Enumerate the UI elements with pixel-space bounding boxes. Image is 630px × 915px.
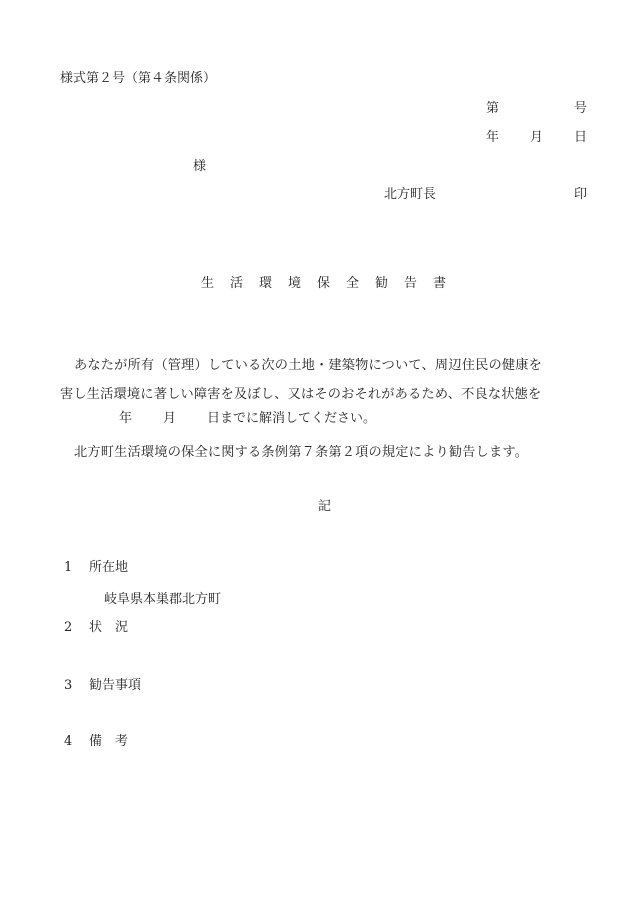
- date-year-label: 年: [486, 130, 500, 145]
- item-label-status: 状 況: [89, 620, 129, 635]
- item-value-location: 岐阜県本巣郡北方町: [104, 592, 222, 607]
- item-number: 2: [64, 620, 73, 635]
- addressee-suffix: 様: [193, 159, 207, 174]
- item-number: 1: [64, 560, 73, 575]
- title-char: 環: [259, 276, 273, 291]
- item-label-recommendation: 勧告事項: [89, 678, 142, 693]
- sender-name: 北方町長: [384, 187, 437, 202]
- title-char: 書: [433, 276, 447, 291]
- title-char: 活: [230, 276, 244, 291]
- ki-heading: 記: [318, 499, 332, 514]
- deadline-month-label: 月: [163, 411, 177, 426]
- item-number: 3: [64, 678, 73, 693]
- title-char: 境: [288, 276, 302, 291]
- title-char: 告: [404, 276, 418, 291]
- item-label-remarks: 備 考: [89, 734, 129, 749]
- item-label-location: 所在地: [89, 560, 129, 575]
- deadline-year-label: 年: [119, 411, 133, 426]
- body-line-4: 北方町生活環境の保全に関する条例第７条第２項の規定により勧告します。: [74, 445, 529, 460]
- deadline-text: 日までに解消してください。: [207, 411, 377, 426]
- body-line-1: あなたが所有（管理）している次の土地・建築物について、周辺住民の健康を: [74, 358, 543, 373]
- title-char: 保: [317, 276, 331, 291]
- seal-mark: 印: [574, 187, 588, 202]
- form-label: 様式第２号（第４条関係）: [60, 71, 217, 86]
- title-char: 勧: [375, 276, 389, 291]
- body-line-2: 害し生活環境に著しい障害を及ぼし、又はそのおそれがあるため、不良な状態を: [60, 387, 542, 402]
- document-number-prefix: 第: [486, 101, 500, 116]
- date-month-label: 月: [530, 130, 544, 145]
- title-char: 全: [346, 276, 360, 291]
- document-number-suffix: 号: [574, 101, 588, 116]
- item-number: 4: [64, 734, 73, 749]
- date-day-label: 日: [574, 130, 588, 145]
- title-char: 生: [201, 276, 215, 291]
